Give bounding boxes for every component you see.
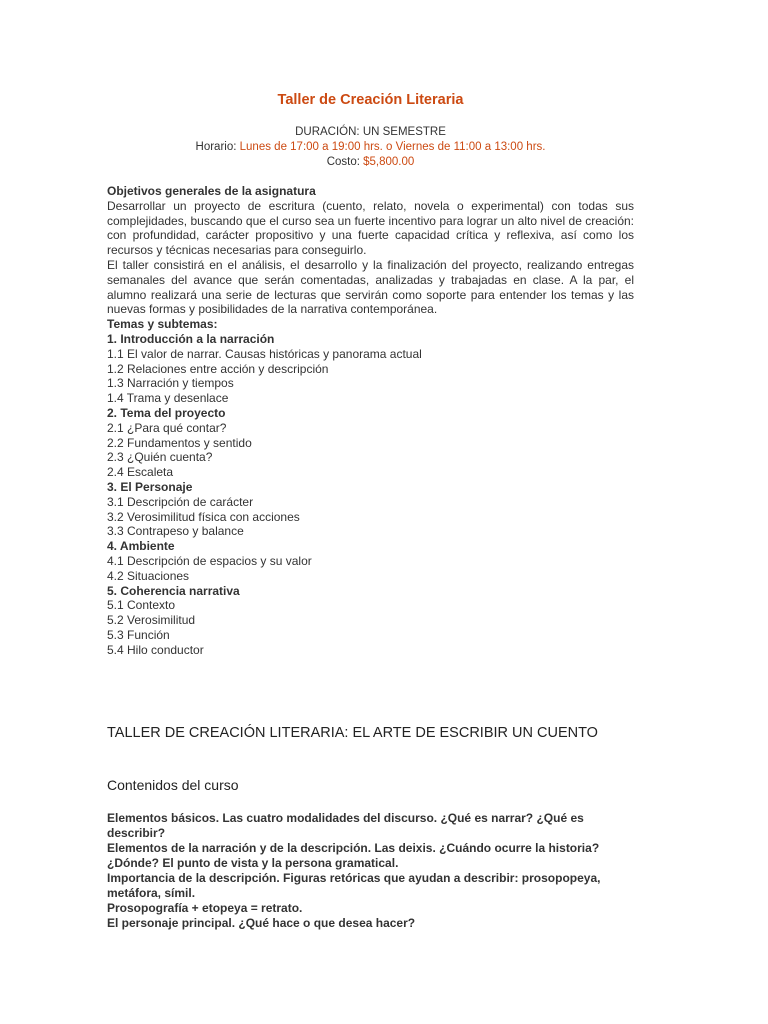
- contents-heading: Contenidos del curso: [107, 777, 239, 793]
- schedule-label: Horario:: [195, 141, 240, 153]
- subtopic-item: 1.4 Trama y desenlace: [107, 391, 229, 406]
- schedule-line: [107, 140, 634, 155]
- contents-item: El personaje principal. ¿Qué hace o que desea hacer?: [107, 916, 416, 930]
- contents-item: Elementos básicos. Las cuatro modalidades del discurso. ¿Qué es narrar? ¿Qué es describir?: [107, 811, 584, 840]
- objectives-paragraph-2: El taller consistirá en el análisis, el desarrollo y la finalización del proyecto, realizando entregas semanales del avance que serán comentadas, analizadas y trabajadas en clase. A la par, el alumno realizará una serie de lecturas que servirán como soporte para entender los temas y las nuevas formas y posibilidades de la narrativa contemporánea.: [107, 257, 634, 317]
- schedule-value: Lunes de 17:00 a 19:00 hrs. o Viernes de 11:00 a 13:00 hrs.: [239, 141, 546, 153]
- subtopic-item: 5.2 Verosimilitud: [107, 613, 196, 628]
- section-2-title: TALLER DE CREACIÓN LITERARIA: EL ARTE DE ESCRIBIR UN CUENTO: [107, 725, 598, 741]
- subtopic-item: 5.1 Contexto: [107, 598, 176, 613]
- topics-heading: Temas y subtemas:: [107, 317, 218, 332]
- objectives-section: [107, 184, 634, 658]
- subtopic-item: 5.4 Hilo conductor: [107, 642, 204, 657]
- subtopic-item: 4.1 Descripción de espacios y su valor: [107, 553, 312, 568]
- subtopic-item: 2.2 Fundamentos y sentido: [107, 435, 252, 450]
- cost-line: [107, 155, 634, 170]
- subtopic-item: 4.2 Situaciones: [107, 568, 190, 583]
- subtopic-item: 1.1 El valor de narrar. Causas históricas y panorama actual: [107, 346, 422, 361]
- subtopic-item: 2.1 ¿Para qué contar?: [107, 420, 227, 435]
- subtopic-item: 2.4 Escaleta: [107, 465, 174, 480]
- topic-title: 1. Introducción a la narración: [107, 331, 275, 346]
- topic-title: 5. Coherencia narrativa: [107, 583, 240, 598]
- course-meta: [107, 125, 634, 170]
- subtopic-item: 2.3 ¿Quién cuenta?: [107, 450, 213, 465]
- objectives-heading: Objetivos generales de la asignatura: [107, 184, 316, 198]
- subtopic-item: 5.3 Función: [107, 627, 170, 642]
- objectives-paragraph-1: Desarrollar un proyecto de escritura (cuento, relato, novela o experimental) con todas sus complejidades, buscando que el curso sea un fuerte incentivo para lograr un alto nivel de creación: con profundidad, carácter propositivo y una fuerte capacidad crítica y reflexiva, así como los recursos y técnicas necesarias para conseguirlo.: [107, 198, 634, 258]
- contents-item: Prosopografía + etopeya = retrato.: [107, 901, 303, 915]
- subtopic-item: 3.3 Contrapeso y balance: [107, 524, 244, 539]
- subtopic-item: 3.2 Verosimilitud física con acciones: [107, 509, 300, 524]
- topic-title: 3. El Personaje: [107, 479, 193, 494]
- document-title: Taller de Creación Literaria: [277, 92, 464, 108]
- subtopic-item: 1.3 Narración y tiempos: [107, 376, 234, 391]
- duration-text: DURACIÓN: UN SEMESTRE: [295, 126, 446, 138]
- topic-title: 2. Tema del proyecto: [107, 405, 226, 420]
- contents-item: Elementos de la narración y de la descripción. Las deixis. ¿Cuándo ocurre la historia? ¿Dónde? El punto de vista y la persona gramatical.: [107, 841, 600, 870]
- subtopic-item: 3.1 Descripción de carácter: [107, 494, 254, 509]
- cost-value: $5,800.00: [363, 156, 415, 168]
- cost-label: Costo:: [326, 156, 364, 168]
- subtopic-item: 1.2 Relaciones entre acción y descripción: [107, 361, 329, 376]
- contents-item: Importancia de la descripción. Figuras retóricas que ayudan a describir: prosopopeya, metáfora, símil.: [107, 871, 601, 900]
- contents-list: [107, 811, 634, 931]
- topic-title: 4. Ambiente: [107, 539, 175, 554]
